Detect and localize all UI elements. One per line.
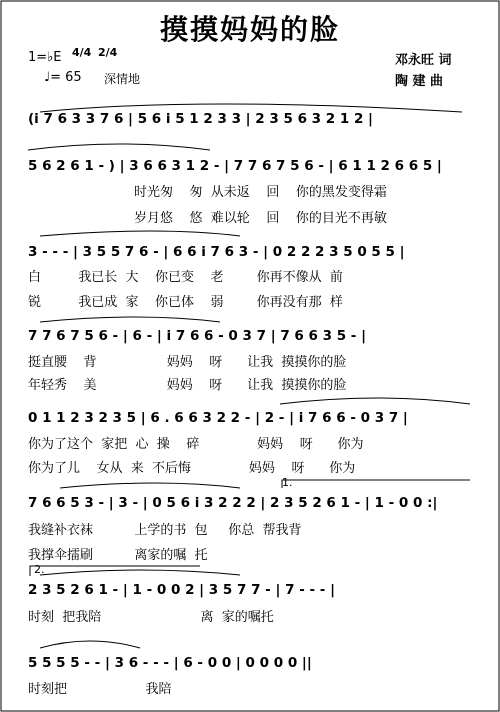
volta-2: 2. [34,563,45,576]
notation-line-8: 5 5 5 5 - - | 3 6 - - - | 6 - 0 0 | 0 0 0 0 || [28,655,312,671]
expression-mark: 深情地 [104,72,141,86]
lyric-line-5b: 你为了儿 女从 来 不后悔 妈妈 呀 你为 [28,461,356,476]
lyric-line-3b: 锐 我已成 家 你已体 弱 你再没有那 样 [28,295,343,310]
lyric-line-4a: 挺直腰 背 妈妈 呀 让我 摸摸你的脸 [28,355,347,370]
lyricist-credit: 邓永旺 词 [395,53,452,68]
slur-line-2 [28,144,210,150]
page-border [1,1,499,711]
key-signature: 1=♭E [28,50,62,65]
slur-line-6 [60,483,240,488]
notation-line-6: 7 6 6 5 3 - | 3 - | 0 5 6 i 3 2 2 2 | 2 3 5 2 6 1 - | 1 - 0 0 :| [28,495,438,511]
slur-line-7 [40,570,240,575]
lyric-line-5a: 你为了这个 家把 心 操 碎 妈妈 呀 你为 [28,437,364,452]
slur-line-5 [280,398,470,404]
time-signature-2: 2/4 [98,46,118,59]
lyric-line-2b: 岁月悠 悠 难以轮 回 你的目光不再敏 [134,211,387,226]
lyric-line-2a: 时光匆 匆 从未返 回 你的黑发变得霜 [134,185,387,200]
notation-line-7: 2 3 5 2 6 1 - | 1 - 0 0 2 | 3 5 7 7 - | 7 - - - | [28,582,336,598]
volta-bracket-1 [282,480,470,488]
notation-line-3: 3 - - - | 3 5 5 7 6 - | 6 6 i 7 6 3 - | 0 2 2 2 3 5 0 5 5 | [28,244,405,260]
notation-line-1: (i 7 6 3 3 7 6 | 5 6 i 5 1 2 3 3 | 2 3 5 6 3 2 1 2 | [28,111,373,127]
notation-line-5: 0 1 1 2 3 2 3 5 | 6 . 6 6 3 2 2 - | 2 - | i 7 6 6 - 0 3 7 | [28,410,408,426]
lyric-line-4b: 年轻秀 美 妈妈 呀 让我 摸摸你的脸 [28,378,347,393]
lyric-line-3a: 白 我已长 大 你已变 老 你再不像从 前 [28,270,343,285]
time-signature-1: 4/4 [72,46,92,59]
tempo-mark: ♩= 65 [44,70,82,85]
slur-line-4 [40,317,220,322]
lyric-line-6b: 我撑伞擂刷 离家的嘱 托 [28,548,208,563]
slur-line-3 [40,231,240,236]
lyric-line-8a: 时刻把 我陪 [28,682,172,697]
song-title: 摸摸妈妈的脸 [159,13,340,46]
notation-line-4: 7 7 6 7 5 6 - | 6 - | i 7 6 6 - 0 3 7 | 7 6 6 3 5 - | [28,328,367,344]
volta-1: 1. [282,476,293,489]
slur-line-1 [40,104,462,112]
notation-line-2: 5 6 2 6 1 - ) | 3 6 6 3 1 2 - | 7 7 6 7 5 6 - | 6 1 1 2 6 6 5 | [28,158,442,174]
slur-line-8 [40,641,140,648]
lyric-line-7a: 时刻 把我陪 离 家的嘱托 [28,610,274,625]
composer-credit: 陶 建 曲 [395,74,444,89]
lyric-line-6a: 我缝补衣袜 上学的书 包 你总 帮我背 [28,523,302,538]
